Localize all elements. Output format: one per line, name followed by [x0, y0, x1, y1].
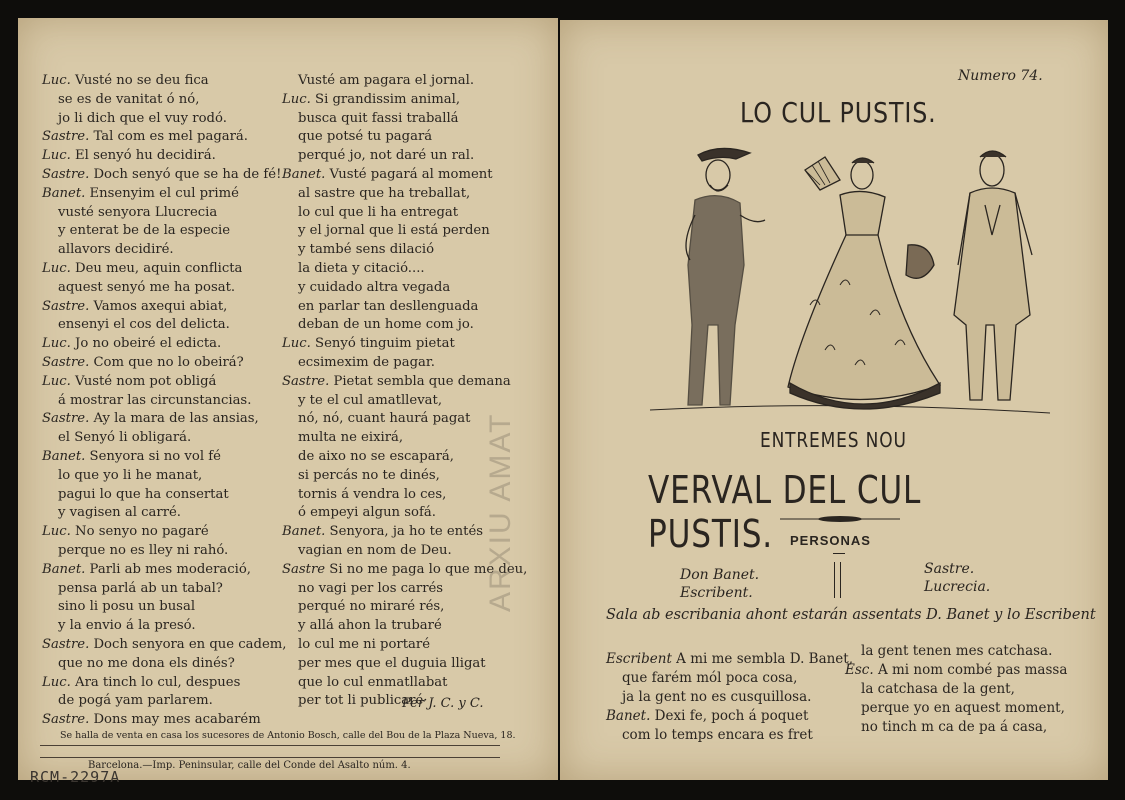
cast-member: Don Banet.: [680, 567, 760, 583]
verse-line: [282, 335, 522, 354]
verse-text: No senyo no pagaré: [75, 524, 209, 540]
verse-line: [282, 166, 522, 185]
cast-member: Escribent.: [680, 585, 753, 601]
issue-number: Numero 74.: [958, 68, 1043, 84]
verse-line: [282, 373, 522, 392]
verse-line: [282, 185, 522, 204]
speaker-name: Esc.: [845, 662, 874, 678]
verse-line: [282, 279, 522, 298]
archive-stamp: RCM-2297A: [30, 768, 121, 786]
verse-line: [42, 561, 282, 580]
verse-line: [282, 260, 522, 279]
personas-underline: [833, 553, 845, 554]
verse-text: A mi nom combé pas massa: [877, 662, 1068, 678]
verse-text: la catchasa de la gent,: [861, 681, 1015, 697]
verse-text: com lo temps encara es fret: [622, 727, 813, 743]
verse-line: [606, 688, 846, 707]
verse-line: [282, 147, 522, 166]
verse-text: la gent tenen mes catchasa.: [861, 643, 1053, 659]
verse-text: y també sens dilació: [298, 242, 435, 258]
verse-text: de pogá yam parlarem.: [58, 693, 213, 709]
banet-figure-icon: [954, 151, 1032, 400]
verse-line: [42, 147, 282, 166]
verse-text: vusté senyora Llucrecia: [58, 204, 218, 220]
verse-line: [42, 523, 282, 542]
verse-line: [282, 91, 522, 110]
verse-text: Pietat sembla que demana: [333, 373, 511, 389]
speaker-name: Luc.: [42, 73, 71, 88]
lucrecia-figure-icon: [788, 157, 940, 409]
footer-rule-top: [40, 745, 500, 746]
speaker-name: Sastre.: [282, 373, 330, 389]
verse-text: ja la gent no es cusquillosa.: [622, 689, 812, 705]
personas-heading: PERSONAS: [790, 533, 871, 548]
verse-line: [42, 222, 282, 241]
verse-text: y te el cul amatllevat,: [298, 392, 443, 408]
verse-line: [42, 655, 282, 674]
verse-text: y vagisen al carré.: [58, 505, 181, 521]
speaker-name: Banet.: [606, 708, 651, 724]
speaker-name: Luc.: [42, 524, 71, 540]
dialogue-column-1: [606, 650, 854, 745]
verse-line: [42, 335, 282, 354]
verse-text: y cuidado altra vegada: [298, 279, 451, 295]
speaker-name: Banet.: [42, 185, 86, 201]
speaker-name: Banet.: [282, 524, 326, 540]
verse-text: perque yo en aquest moment,: [861, 700, 1065, 716]
verse-text: Vusté no se deu fica: [75, 73, 209, 88]
verse-text: Deu meu, aquin conflicta: [75, 260, 243, 276]
subtitle-main: VERVAL DEL CUL PUSTIS.: [648, 468, 922, 556]
verse-line: [42, 260, 282, 279]
footer-rule-bottom: [40, 757, 500, 758]
sale-notice: Se halla de venta en casa los sucesores de Antonio Bosch, calle del Bou de la Plaza Nueva, 18.: [60, 730, 516, 741]
verse-line: [282, 354, 522, 373]
verse-text: Vusté nom pot obligá: [75, 373, 217, 389]
verse-line: [42, 354, 282, 373]
verse-text: Dexi fe, poch á poquet: [654, 708, 809, 724]
verse-text: y el jornal que li está perden: [298, 223, 490, 239]
verse-text: ecsimexim de pagar.: [298, 354, 435, 370]
verse-text: el Senyó li obligará.: [58, 430, 192, 446]
verse-text: perque no es lley ni rahó.: [58, 542, 229, 558]
dialogue-column-2: [845, 642, 1085, 737]
verse-text: ó empeyi algun sofá.: [298, 505, 436, 521]
verse-line: [42, 711, 282, 730]
speaker-name: Sastre.: [42, 298, 90, 314]
speaker-name: Escribent: [606, 651, 672, 667]
verse-line: [282, 617, 522, 636]
verse-text: Jo no obeiré el edicta.: [75, 336, 222, 352]
verse-text: tornis á vendra lo ces,: [298, 486, 447, 502]
verse-text: Vusté pagará al moment: [329, 166, 493, 182]
cast-list-right: [924, 560, 990, 596]
verse-line: [42, 204, 282, 223]
verse-text: si percás no te dinés,: [298, 467, 440, 483]
cast-divider: [834, 562, 841, 598]
verse-line: [606, 726, 846, 745]
verse-text: Parli ab mes moderació,: [89, 561, 251, 577]
verse-text: Com que no lo obeirá?: [93, 354, 244, 370]
speaker-name: Sastre.: [42, 411, 90, 427]
verse-line: [42, 674, 282, 693]
speaker-name: Luc.: [42, 336, 71, 352]
tailor-figure-icon: [686, 148, 765, 405]
verse-text: y enterat be de la especie: [58, 223, 231, 239]
verse-line: [42, 486, 282, 505]
verse-line: [845, 661, 1085, 680]
verse-text: lo cul me ni portaré: [298, 636, 430, 652]
verse-line: [42, 410, 282, 429]
verse-text: pensa parlá ab un tabal?: [58, 580, 223, 596]
verse-text: sino li posu un busal: [58, 599, 196, 615]
speaker-name: Sastre: [282, 561, 326, 577]
verse-text: á mostrar las circunstancias.: [58, 392, 252, 408]
verse-line: [282, 392, 522, 411]
verse-text: Senyora, ja ho te entés: [329, 524, 484, 540]
verse-text: Doch senyó que se ha de fé!: [93, 166, 282, 182]
verse-text: Ensenyim el cul primé: [89, 185, 239, 201]
verse-text: aquest senyó me ha posat.: [58, 279, 236, 295]
verse-text: que lo cul enmatllabat: [298, 674, 448, 690]
subtitle-entremes: ENTREMES NOU: [760, 428, 907, 452]
verse-line: [282, 222, 522, 241]
verse-line: [282, 674, 522, 693]
speaker-name: Banet.: [282, 166, 326, 182]
verse-line: [42, 241, 282, 260]
engraving-illustration: [640, 125, 1060, 423]
verse-line: [42, 316, 282, 335]
verse-text: deban de un home com jo.: [298, 317, 474, 333]
verse-line: [42, 373, 282, 392]
verse-text: no vagi per los carrés: [298, 580, 444, 596]
verse-line: [606, 669, 846, 688]
verse-line: [845, 642, 1085, 661]
verse-text: allavors decidiré.: [58, 242, 174, 258]
cast-member: Lucrecia.: [924, 579, 991, 595]
cast-list-left: [680, 566, 759, 602]
verse-text: perqué jo, not daré un ral.: [298, 148, 475, 164]
verse-line: [42, 110, 282, 129]
speaker-name: Sastre.: [42, 129, 90, 145]
ornament-divider-icon: [780, 513, 900, 525]
verse-line: [845, 699, 1085, 718]
speaker-name: Sastre.: [42, 354, 90, 370]
verse-text: pagui lo que ha consertat: [58, 486, 229, 502]
verse-text: y la envio á la presó.: [58, 618, 196, 634]
verse-text: Doch senyora en que cadem,: [93, 636, 287, 652]
verse-line: [282, 204, 522, 223]
verse-line: [42, 392, 282, 411]
speaker-name: Banet.: [42, 448, 86, 464]
verse-line: [42, 598, 282, 617]
verse-line: [845, 718, 1085, 737]
verse-line: [42, 636, 287, 655]
verse-text: que farém mól poca cosa,: [622, 670, 798, 686]
stage-direction: Sala ab escribania ahont estarán assentats D. Banet y lo Escribent: [606, 607, 1096, 623]
verse-line: [282, 110, 522, 129]
attribution: Per J. C. y C.: [402, 696, 484, 711]
verse-column-1: [42, 72, 287, 730]
speaker-name: Luc.: [282, 91, 311, 107]
verse-text: la dieta y citació....: [298, 260, 425, 276]
verse-text: no tinch m ca de pa á casa,: [861, 719, 1048, 735]
verse-line: [42, 448, 282, 467]
verse-line: [282, 72, 522, 91]
speaker-name: Luc.: [42, 260, 71, 276]
speaker-name: Luc.: [42, 373, 71, 389]
verse-text: se es de vanitat ó nó,: [58, 91, 200, 107]
verse-text: Ay la mara de las ansias,: [93, 411, 259, 427]
verse-text: A mi me sembla D. Banet,: [676, 651, 854, 667]
speaker-name: Sastre.: [42, 636, 90, 652]
speaker-name: Banet.: [42, 561, 86, 577]
verse-line: [42, 504, 282, 523]
verse-text: Senyora si no vol fé: [89, 448, 221, 464]
speaker-name: Luc.: [282, 336, 311, 352]
verse-text: multa ne eixirá,: [298, 430, 404, 446]
verse-text: El senyó hu decidirá.: [75, 148, 216, 164]
verse-text: lo cul que li ha entregat: [298, 204, 459, 220]
verse-text: Tal com es mel pagará.: [93, 129, 248, 145]
verse-text: lo que yo li he manat,: [58, 467, 203, 483]
verse-line: [42, 542, 282, 561]
verse-line: [282, 655, 522, 674]
verse-text: jo li dich que el vuy rodó.: [58, 110, 227, 126]
verse-text: ensenyi el cos del delicta.: [58, 317, 230, 333]
verse-line: [845, 680, 1085, 699]
verse-text: vagian en nom de Deu.: [298, 542, 452, 558]
verse-text: al sastre que ha treballat,: [298, 185, 471, 201]
verse-line: [282, 241, 522, 260]
verse-line: [282, 636, 522, 655]
verse-text: busca quit fassi traballá: [298, 110, 459, 126]
verse-line: [42, 692, 282, 711]
verse-text: en parlar tan desllenguada: [298, 298, 479, 314]
verse-line: [42, 91, 282, 110]
verse-text: y allá ahon la trubaré: [298, 618, 442, 634]
verse-line: [282, 298, 522, 317]
verse-line: [42, 166, 282, 185]
speaker-name: Sastre.: [42, 712, 90, 728]
verse-text: de aixo no se escapará,: [298, 448, 454, 464]
verse-line: [42, 185, 282, 204]
verse-line: [606, 707, 846, 726]
verse-line: [42, 279, 282, 298]
verse-text: Dons may mes acabarém: [93, 712, 261, 728]
verse-text: per tot li publicaré·: [298, 693, 428, 709]
archive-watermark: ARXIU AMAT: [484, 412, 517, 612]
verse-line: [42, 128, 282, 147]
verse-text: Senyó tinguim pietat: [315, 336, 455, 352]
verse-column-2: [282, 72, 528, 711]
verse-text: Ara tinch lo cul, despues: [75, 674, 241, 690]
verse-line: [606, 650, 854, 669]
verse-text: Vamos axequi abiat,: [93, 298, 228, 314]
cast-member: Sastre.: [924, 561, 975, 577]
page-title: LO CUL PUSTIS.: [740, 96, 937, 129]
verse-text: que no me dona els dinés?: [58, 655, 235, 671]
printer-imprint: Barcelona.—Imp. Peninsular, calle del Conde del Asalto núm. 4.: [88, 760, 411, 771]
verse-line: [42, 429, 282, 448]
verse-line: [282, 128, 522, 147]
verse-text: nó, nó, cuant haurá pagat: [298, 411, 471, 427]
verse-text: Si grandissim animal,: [315, 91, 461, 107]
speaker-name: Sastre.: [42, 166, 90, 182]
speaker-name: Luc.: [42, 148, 71, 164]
verse-line: [42, 617, 282, 636]
verse-line: [42, 580, 282, 599]
verse-text: Vusté am pagara el jornal.: [298, 73, 475, 88]
verse-line: [42, 298, 282, 317]
verse-text: perqué no miraré rés,: [298, 599, 445, 615]
verse-text: que potsé tu pagará: [298, 129, 433, 145]
verse-text: Si no me paga lo que me deu,: [329, 561, 528, 577]
verse-line: [42, 72, 282, 91]
verse-line: [42, 467, 282, 486]
verse-text: per mes que el duguia lligat: [298, 655, 486, 671]
verse-line: [282, 316, 522, 335]
speaker-name: Luc.: [42, 674, 71, 690]
